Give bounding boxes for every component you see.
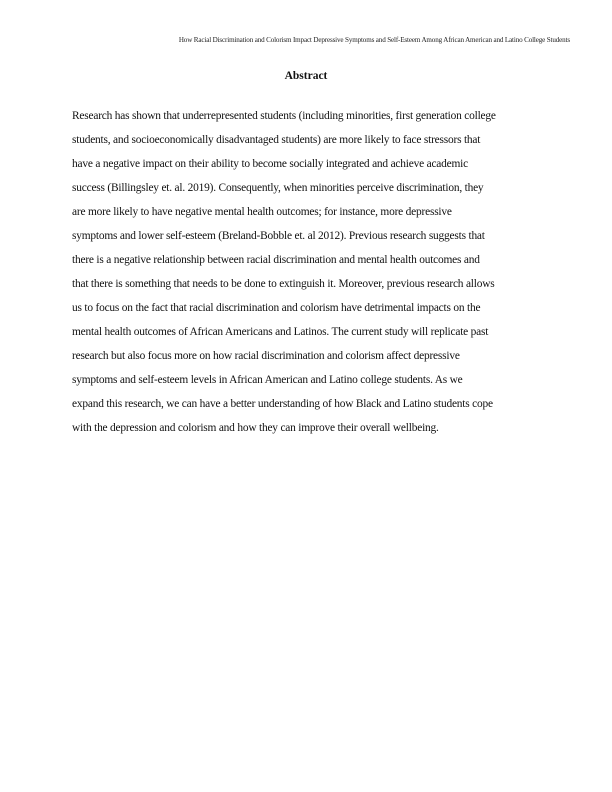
- abstract-line: mental health outcomes of African Americans and Latinos. The current study will replicate past: [72, 326, 489, 338]
- abstract-line: are more likely to have negative mental health outcomes; for instance, more depressive: [72, 206, 452, 218]
- section-heading: Abstract: [284, 70, 328, 82]
- abstract-line: have a negative impact on their ability to become socially integrated and achieve academic: [72, 158, 468, 170]
- abstract-line: symptoms and self-esteem levels in African American and Latino college students. As we: [72, 374, 463, 386]
- abstract-line: us to focus on the fact that racial discrimination and colorism have detrimental impacts on the: [72, 302, 481, 314]
- abstract-line: with the depression and colorism and how they can improve their overall wellbeing.: [72, 422, 439, 434]
- abstract-line: Research has shown that underrepresented students (including minorities, first generation college: [72, 110, 496, 122]
- abstract-line: success (Billingsley et. al. 2019). Consequently, when minorities perceive discrimination, they: [72, 182, 484, 194]
- abstract-line: symptoms and lower self-esteem (Breland-Bobble et. al 2012). Previous research suggests that: [72, 230, 485, 242]
- abstract-body: [72, 104, 542, 440]
- abstract-line: expand this research, we can have a better understanding of how Black and Latino students cope: [72, 398, 493, 410]
- running-head: How Racial Discrimination and Colorism Impact Depressive Symptoms and Self-Esteem Among African American and Latino College Students: [178, 36, 570, 44]
- abstract-line: that there is something that needs to be done to extinguish it. Moreover, previous research allows: [72, 278, 495, 290]
- abstract-line: students, and socioeconomically disadvantaged students) are more likely to face stressors that: [72, 134, 481, 146]
- abstract-line: research but also focus more on how racial discrimination and colorism affect depressive: [72, 350, 460, 362]
- abstract-line: there is a negative relationship between racial discrimination and mental health outcomes and: [72, 254, 480, 266]
